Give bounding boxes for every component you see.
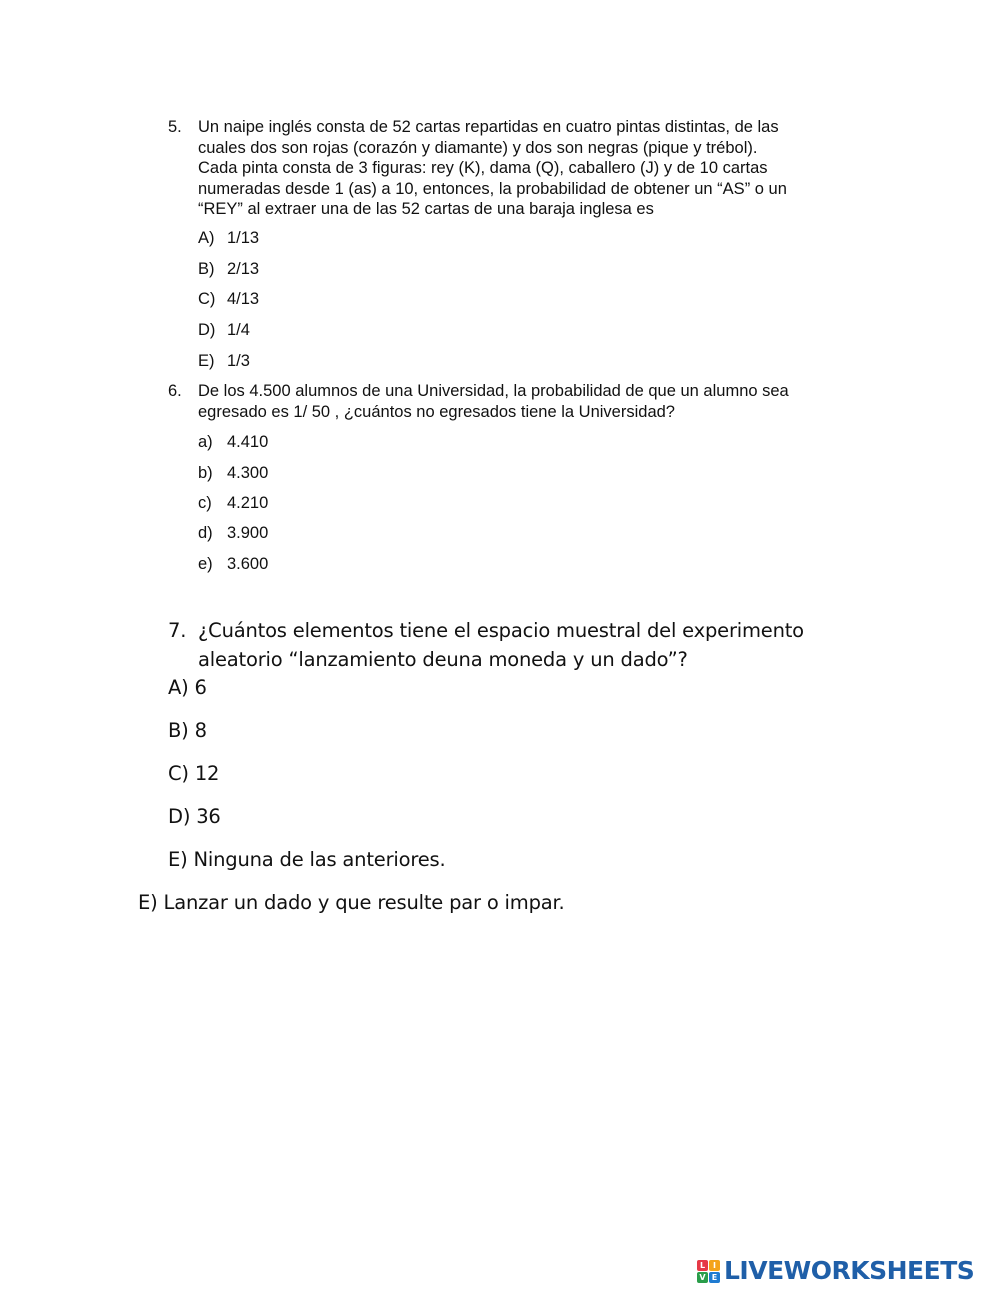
answer-option[interactable]: d) 3.900 [198, 524, 269, 542]
question-line: ¿Cuántos elementos tiene el espacio muestral del experimento [198, 619, 804, 642]
answer-option[interactable]: E) Ninguna de las anteriores. [168, 848, 446, 871]
liveworksheets-logo [697, 1258, 974, 1284]
answer-option[interactable]: e) 3.600 [198, 555, 269, 573]
question-line: cuales dos son rojas (corazón y diamante) y dos son negras (pique y trébol). [198, 138, 758, 157]
answer-option[interactable]: A) 1/13 [198, 229, 260, 247]
question-line: “REY” al extraer una de las 52 cartas de una baraja inglesa es [198, 200, 654, 218]
answer-option[interactable]: b) 4.300 [198, 464, 269, 482]
question-line: De los 4.500 alumnos de una Universidad, la probabilidad de que un alumno sea [198, 382, 789, 400]
answer-option[interactable]: c) 4.210 [198, 494, 269, 512]
liveworksheets-mark-icon: L I V E [697, 1260, 720, 1283]
answer-option[interactable]: B) 8 [168, 719, 207, 742]
question-text [198, 381, 858, 422]
question-line: numeradas desde 1 (as) a 10, entonces, la probabilidad de obtener un “AS” o un [198, 179, 787, 198]
answer-option[interactable]: D) 36 [168, 805, 221, 828]
answer-option[interactable]: B) 2/13 [198, 260, 260, 278]
question-text [198, 616, 898, 674]
question-line: Un naipe inglés consta de 52 cartas repartidas en cuatro pintas distintas, de las [198, 118, 779, 136]
answer-option[interactable]: D) 1/4 [198, 321, 250, 339]
answer-option[interactable]: C) 4/13 [198, 290, 260, 308]
question-line: aleatorio “lanzamiento deuna moneda y un dado”? [198, 648, 688, 671]
answer-option[interactable]: a) 4.410 [198, 433, 269, 451]
logo-text: LIVEWORKSHEETS [724, 1256, 975, 1285]
stray-answer-option[interactable]: E) Lanzar un dado y que resulte par o impar. [138, 891, 565, 914]
question-text [198, 117, 858, 220]
answer-option[interactable]: C) 12 [168, 762, 220, 785]
question-number: 5. [168, 118, 182, 136]
answer-option[interactable]: E) 1/3 [198, 352, 250, 370]
answer-option[interactable]: A) 6 [168, 676, 207, 699]
question-line: Cada pinta consta de 3 figuras: rey (K), dama (Q), caballero (J) y de 10 cartas [198, 159, 768, 177]
question-number: 7. [168, 619, 187, 642]
question-line: egresado es 1/ 50 , ¿cuántos no egresados tiene la Universidad? [198, 402, 675, 421]
question-number: 6. [168, 382, 182, 400]
